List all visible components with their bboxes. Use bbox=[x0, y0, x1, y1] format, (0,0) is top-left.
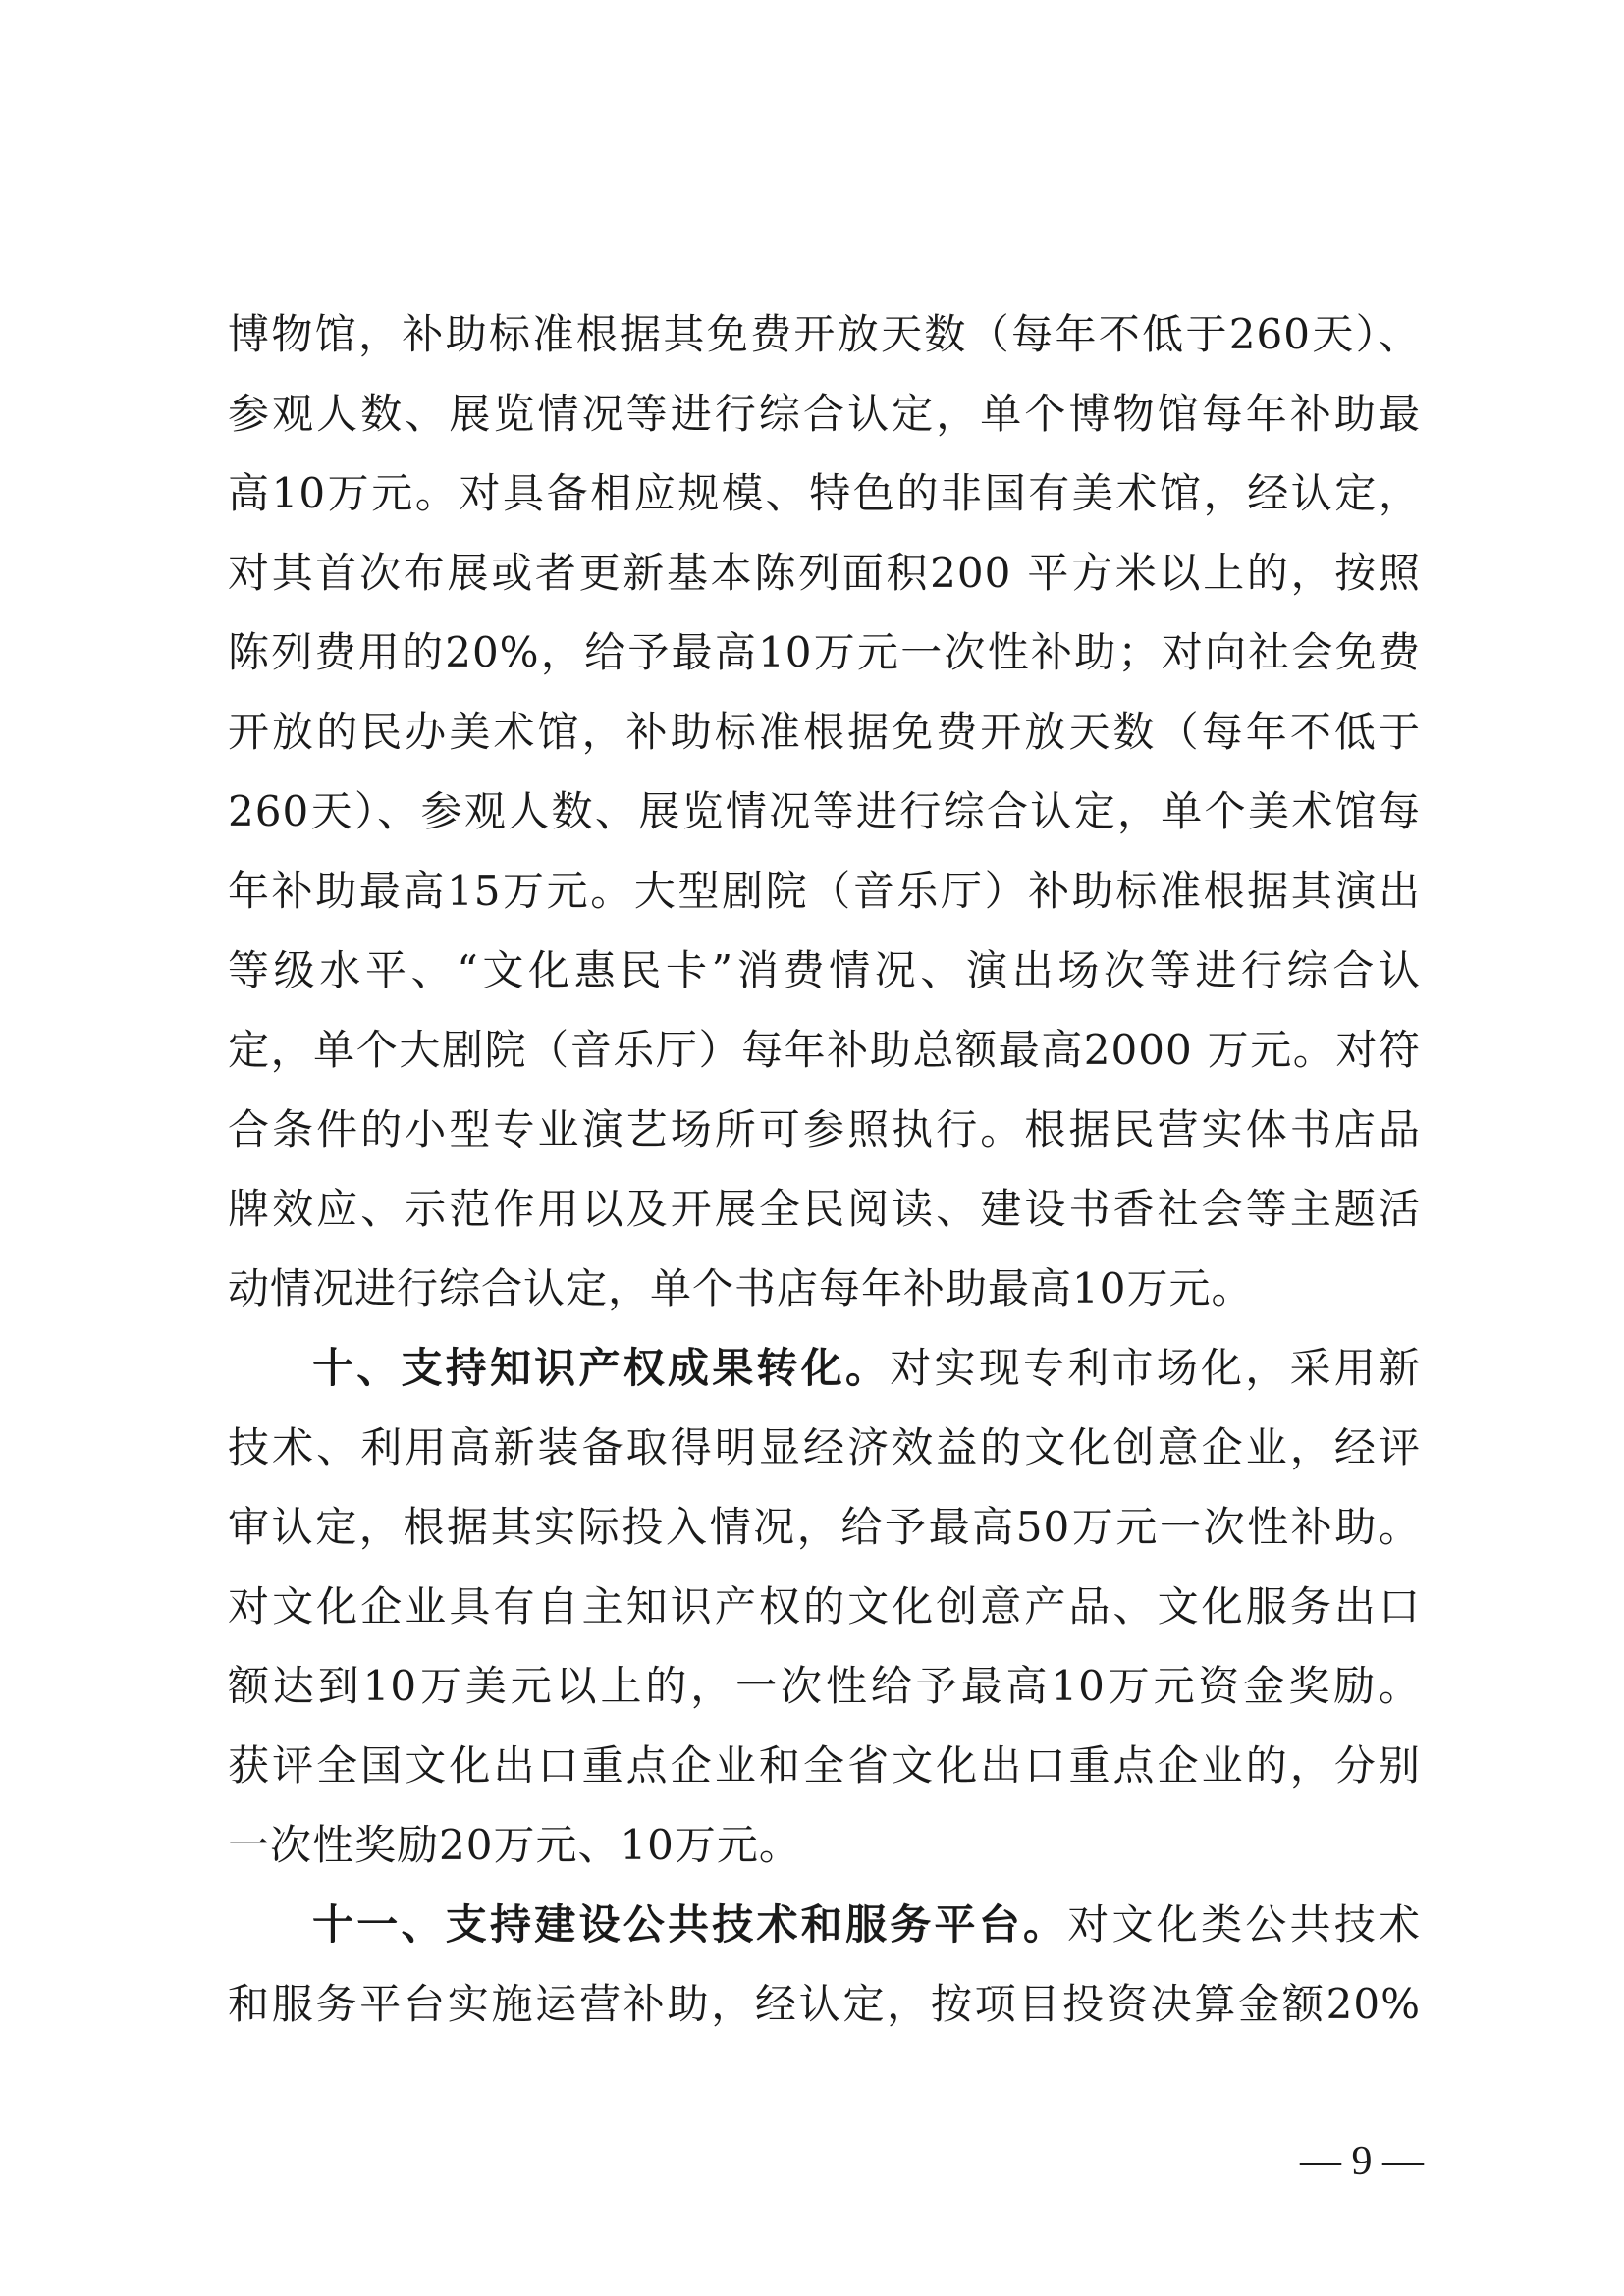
paragraph-line: 获评全国文化出口重点企业和全省文化出口重点企业的，分别 bbox=[228, 1741, 1421, 1789]
paragraph-line: 动情况进行综合认定，单个书店每年补助最高10万元。 bbox=[228, 1264, 1254, 1312]
section-10-first-line-text: 对实现专利市场化，采用新 bbox=[890, 1344, 1421, 1392]
paragraph-line: 参观人数、展览情况等进行综合认定，单个博物馆每年补助最 bbox=[228, 390, 1421, 438]
paragraph-line: 合条件的小型专业演艺场所可参照执行。根据民营实体书店品 bbox=[228, 1105, 1421, 1153]
section-11-heading: 十一、支持建设公共技术和服务平台。 bbox=[312, 1900, 1068, 1949]
paragraph-line: 牌效应、示范作用以及开展全民阅读、建设书香社会等主题活 bbox=[228, 1185, 1421, 1233]
paragraph-line: 260天）、参观人数、展览情况等进行综合认定，单个美术馆每 bbox=[228, 787, 1421, 835]
paragraph-line: 一次性奖励20万元、10万元。 bbox=[228, 1821, 801, 1869]
page-number: — 9 — bbox=[1300, 2139, 1424, 2184]
paragraph-line: 对其首次布展或者更新基本陈列面积200 平方米以上的，按照 bbox=[228, 549, 1421, 597]
paragraph-line: 开放的民办美术馆，补助标准根据免费开放天数（每年不低于 bbox=[228, 708, 1421, 756]
paragraph-line: 定，单个大剧院（音乐厅）每年补助总额最高2000 万元。对符 bbox=[228, 1026, 1421, 1074]
section-11-first-line-text: 对文化类公共技术 bbox=[1067, 1900, 1421, 1949]
paragraph-line: 技术、利用高新装备取得明显经济效益的文化创意企业，经评 bbox=[228, 1423, 1421, 1471]
body-text bbox=[228, 294, 1421, 2044]
paragraph-line: 对文化企业具有自主知识产权的文化创意产品、文化服务出口 bbox=[228, 1582, 1421, 1630]
paragraph-line: 额达到10万美元以上的，一次性给予最高10万元资金奖励。 bbox=[228, 1662, 1421, 1710]
paragraph-line: 审认定，根据其实际投入情况，给予最高50万元一次性补助。 bbox=[228, 1503, 1421, 1551]
paragraph-line: 年补助最高15万元。大型剧院（音乐厅）补助标准根据其演出 bbox=[228, 867, 1421, 915]
paragraph-line: 高10万元。对具备相应规模、特色的非国有美术馆，经认定， bbox=[228, 469, 1421, 517]
paragraph-line: 和服务平台实施运营补助，经认定，按项目投资决算金额20% bbox=[228, 1980, 1421, 2028]
paragraph-line: 博物馆，补助标准根据其免费开放天数（每年不低于260天）、 bbox=[228, 310, 1421, 358]
section-10-first-line bbox=[228, 1328, 1421, 1408]
section-10-heading: 十、支持知识产权成果转化。 bbox=[312, 1344, 891, 1392]
section-11-first-line bbox=[228, 1885, 1421, 1964]
paragraph-line: 等级水平、“文化惠民卡”消费情况、演出场次等进行综合认 bbox=[228, 946, 1421, 994]
paragraph-line: 陈列费用的20%，给予最高10万元一次性补助；对向社会免费 bbox=[228, 628, 1421, 676]
